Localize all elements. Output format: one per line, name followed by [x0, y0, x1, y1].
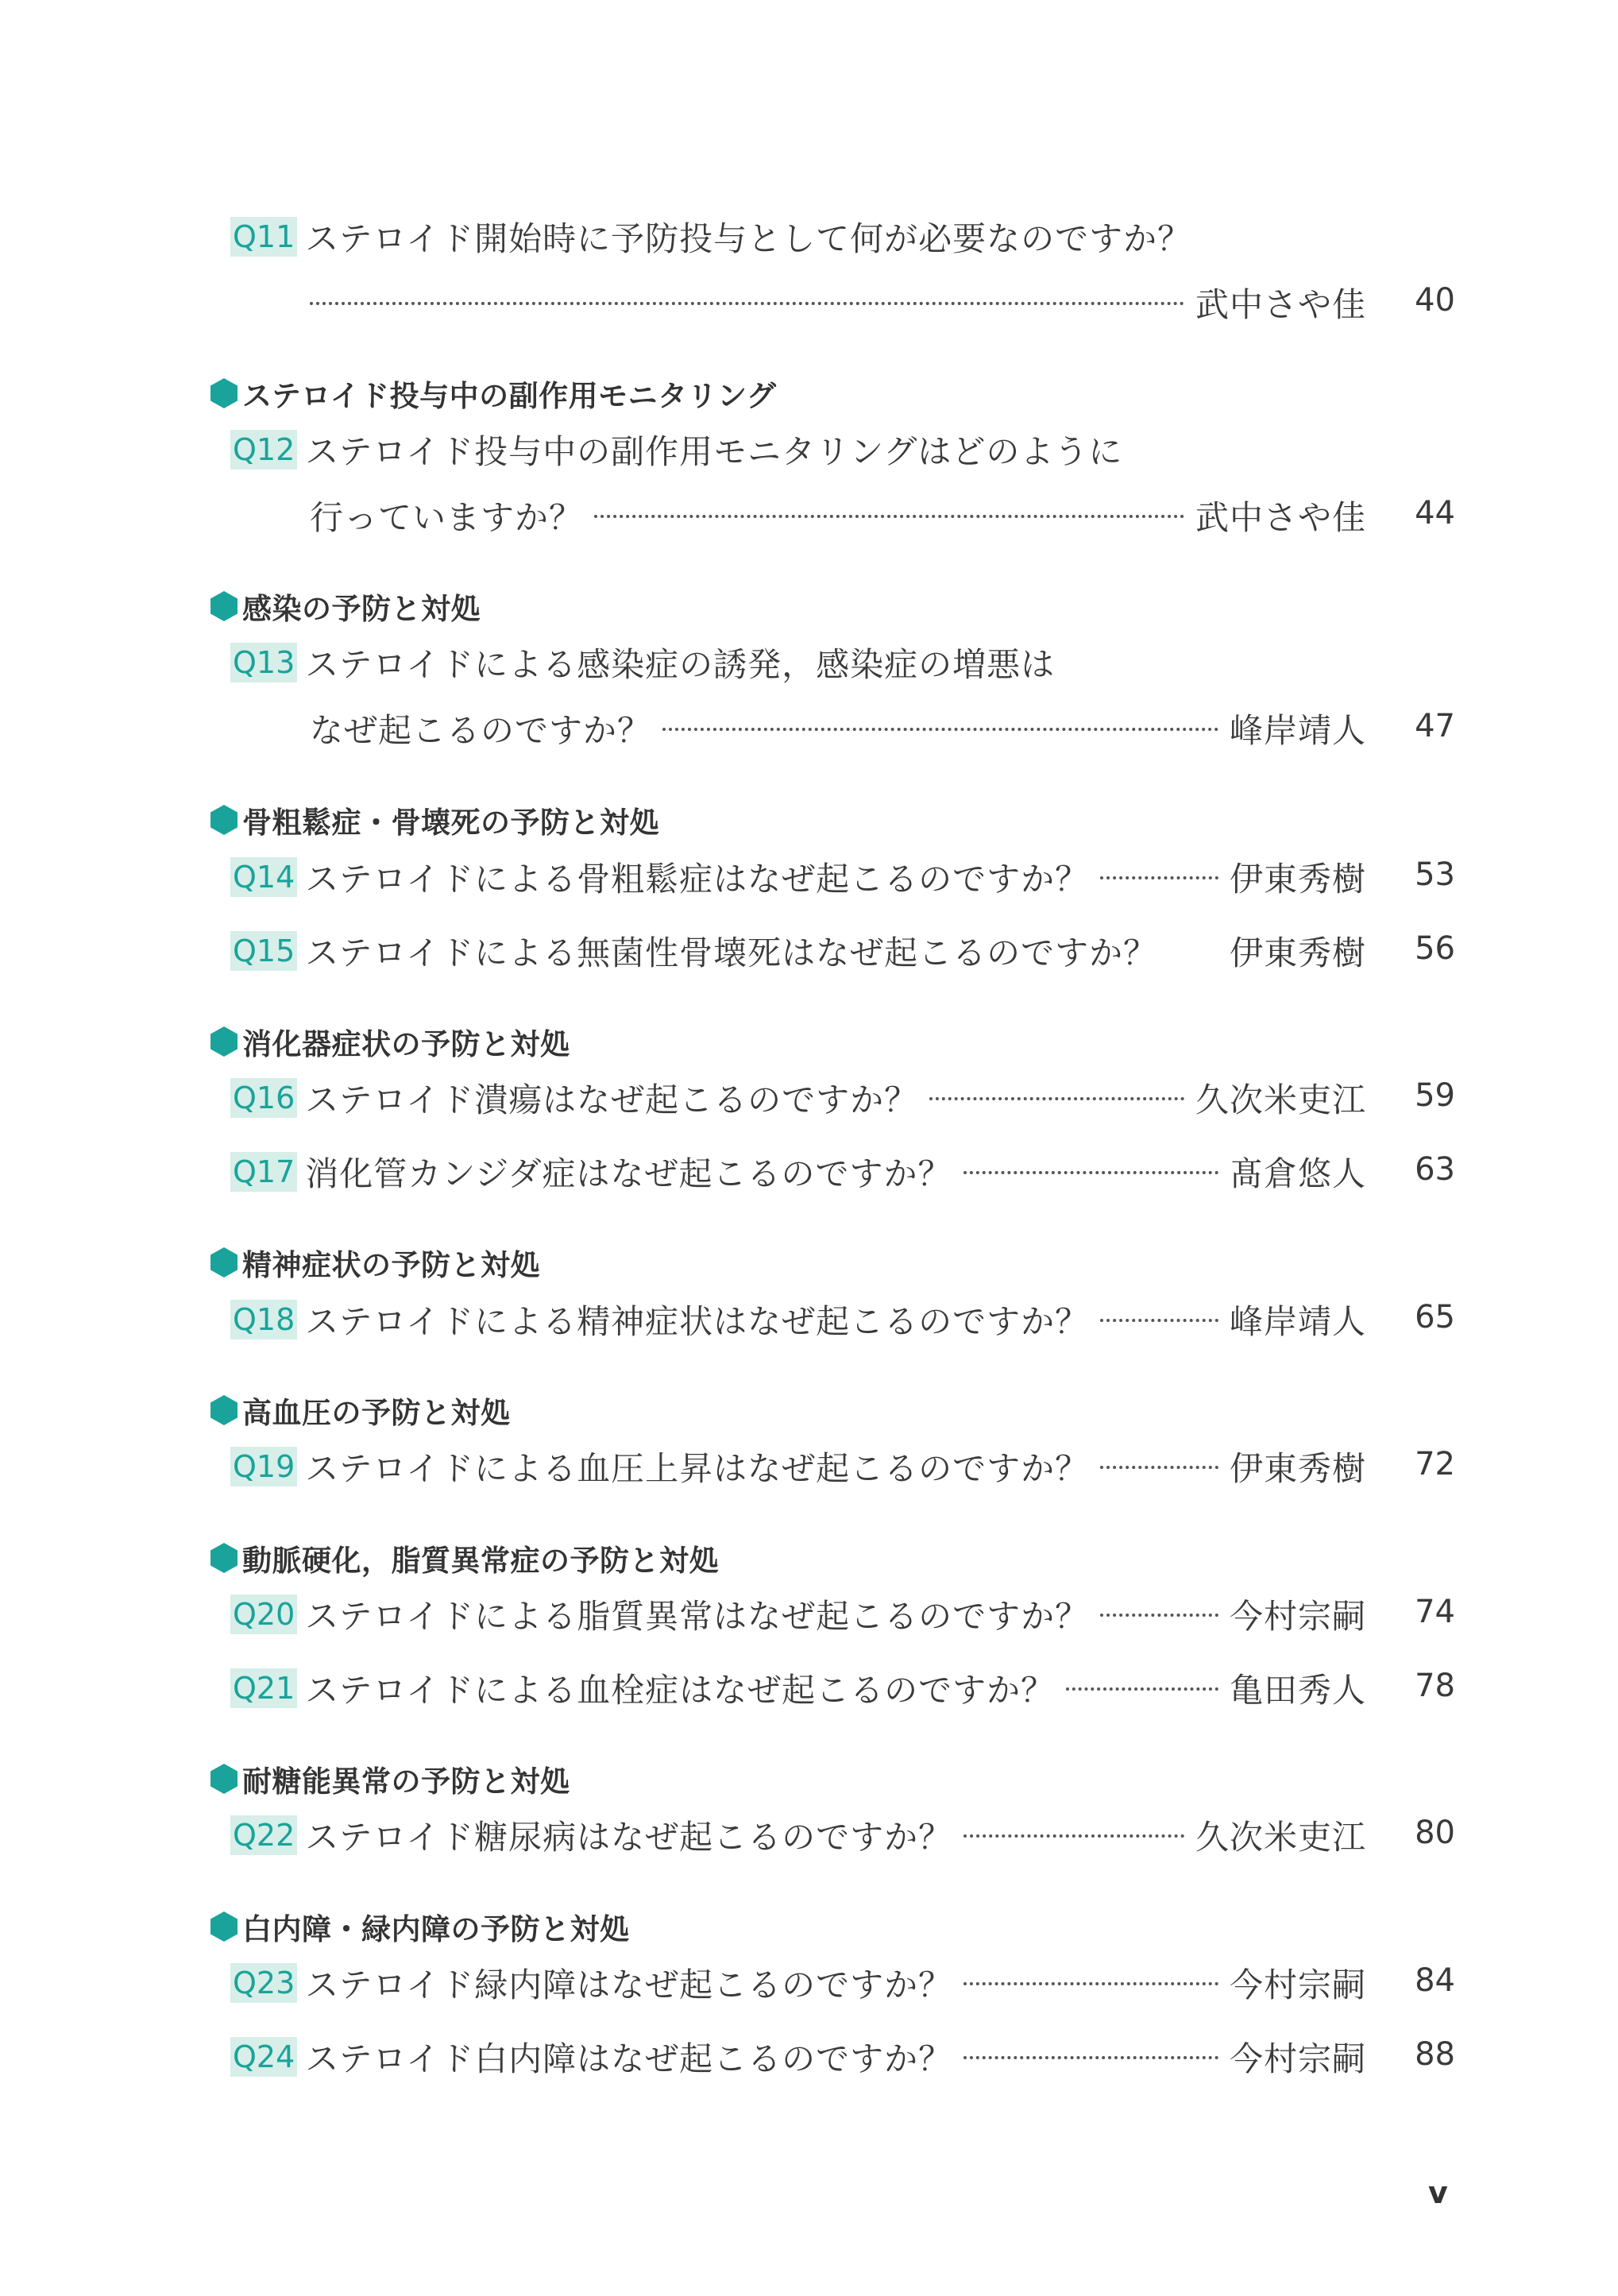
question-number: Q24	[230, 2037, 297, 2077]
dot-leader	[963, 2056, 1218, 2059]
hexagon-bullet-icon	[210, 1026, 237, 1057]
author: 峰岸靖人	[1229, 711, 1366, 750]
section-title: 耐糖能異常の予防と対処	[242, 1765, 570, 1799]
page-number: 72	[1415, 1446, 1455, 1482]
question-title: ステロイドによる精神症状はなぜ起こるのですか？	[305, 1302, 1090, 1341]
question-number: Q16	[230, 1078, 297, 1118]
section-heading	[210, 1245, 540, 1280]
page-number: 78	[1415, 1668, 1455, 1704]
hexagon-bullet-icon	[210, 1247, 237, 1277]
question-number: Q13	[230, 643, 297, 682]
toc-entry-q24[interactable]	[230, 2035, 1366, 2079]
page-number: 84	[1415, 1962, 1455, 1999]
dot-leader	[310, 302, 1184, 305]
author: 武中さや佳	[1195, 285, 1366, 324]
page-number: 65	[1415, 1299, 1455, 1335]
question-number: Q23	[230, 1963, 297, 2003]
page-number: 56	[1415, 930, 1455, 967]
toc-entry-q20[interactable]	[230, 1592, 1366, 1637]
hexagon-bullet-icon	[210, 591, 237, 621]
question-title-continued: 行っていますか？	[310, 498, 584, 537]
author: 亀田秀人	[1229, 1671, 1366, 1710]
question-number: Q20	[230, 1594, 297, 1634]
question-title: ステロイド投与中の副作用モニタリングはどのように	[305, 432, 1123, 471]
author: 伊東秀樹	[1229, 860, 1366, 899]
toc-entry-q22[interactable]	[230, 1813, 1366, 1857]
toc-entry-q23[interactable]	[230, 1961, 1366, 2005]
author: 伊東秀樹	[1229, 933, 1366, 972]
author: 峰岸靖人	[1229, 1302, 1366, 1341]
author: 久次米吏江	[1195, 1818, 1366, 1857]
toc-entry-q12-cont	[310, 493, 1366, 538]
dot-leader	[1100, 1466, 1218, 1469]
section-heading	[210, 1393, 511, 1428]
hexagon-bullet-icon	[210, 805, 237, 835]
page-number: 74	[1415, 1594, 1455, 1630]
page-number: 44	[1415, 495, 1455, 531]
question-title: ステロイド潰瘍はなぜ起こるのですか？	[305, 1080, 919, 1119]
toc-entry-q11-leader	[310, 280, 1366, 325]
question-number: Q14	[230, 857, 297, 897]
toc-entry-q12[interactable]	[230, 427, 1122, 472]
question-title: ステロイド白内障はなぜ起こるのですか？	[305, 2039, 953, 2078]
section-heading	[210, 589, 481, 624]
author: 今村宗嗣	[1229, 1966, 1366, 2004]
question-number: Q12	[230, 430, 297, 470]
section-title: 感染の予防と対処	[242, 592, 481, 626]
author: 武中さや佳	[1195, 498, 1366, 537]
hexagon-bullet-icon	[210, 1911, 237, 1942]
page-number: 53	[1415, 856, 1455, 893]
toc-entry-q14[interactable]	[230, 855, 1366, 899]
author: 今村宗嗣	[1229, 1597, 1366, 1636]
section-title: 白内障・緑内障の予防と対処	[242, 1912, 630, 1946]
dot-leader	[1100, 1319, 1218, 1322]
question-number: Q17	[230, 1152, 297, 1192]
page-number: 40	[1415, 282, 1455, 319]
question-title: ステロイドによる骨粗鬆症はなぜ起こるのですか？	[305, 860, 1090, 899]
author: 今村宗嗣	[1229, 2039, 1366, 2078]
question-title: ステロイドによる脂質異常はなぜ起こるのですか？	[305, 1597, 1090, 1636]
question-title: ステロイド緑内障はなぜ起こるのですか？	[305, 1966, 953, 2004]
question-title: ステロイドによる無菌性骨壊死はなぜ起こるのですか？	[305, 933, 1158, 972]
section-title: 消化器症状の予防と対処	[242, 1027, 570, 1061]
question-title: 消化管カンジダ症はなぜ起こるのですか？	[305, 1154, 952, 1193]
section-title: 高血圧の予防と対処	[242, 1396, 511, 1430]
dot-leader	[1168, 950, 1218, 953]
section-heading	[210, 1024, 570, 1059]
dot-leader	[963, 1834, 1184, 1838]
author: 髙倉悠人	[1229, 1154, 1366, 1193]
hexagon-bullet-icon	[210, 1543, 237, 1573]
section-title: 精神症状の予防と対処	[242, 1248, 540, 1282]
toc-entry-q19[interactable]	[230, 1444, 1366, 1489]
author: 久次米吏江	[1195, 1080, 1366, 1119]
question-title: ステロイド開始時に予防投与として何が必要なのですか？	[305, 219, 1192, 258]
section-heading	[210, 1540, 719, 1578]
page-number: 47	[1415, 708, 1455, 744]
page-number: 80	[1415, 1815, 1455, 1851]
toc-entry-q11[interactable]	[230, 215, 1191, 259]
question-title: ステロイドによる血圧上昇はなぜ起こるのですか？	[305, 1449, 1090, 1488]
section-title: 動脈硬化，脂質異常症の予防と対処	[242, 1544, 719, 1578]
section-heading	[210, 1909, 630, 1944]
question-title: ステロイド糖尿病はなぜ起こるのですか？	[305, 1818, 953, 1857]
section-title: ステロイド投与中の副作用モニタリング	[242, 379, 777, 413]
toc-entry-q13[interactable]	[230, 640, 1055, 685]
dot-leader	[929, 1097, 1184, 1100]
section-heading	[210, 802, 659, 840]
question-number: Q11	[230, 217, 297, 257]
page-number: 59	[1415, 1077, 1455, 1114]
dot-leader	[1066, 1687, 1218, 1691]
toc-entry-q13-cont	[310, 706, 1366, 751]
question-title-continued: なぜ起こるのですか？	[310, 711, 652, 750]
toc-entry-q21[interactable]	[230, 1666, 1366, 1710]
question-title: ステロイドによる血栓症はなぜ起こるのですか？	[305, 1671, 1056, 1710]
question-number: Q22	[230, 1815, 297, 1855]
question-number: Q21	[230, 1668, 297, 1708]
dot-leader	[662, 728, 1218, 731]
hexagon-bullet-icon	[210, 1395, 237, 1425]
section-title: 骨粗鬆症・骨壊死の予防と対処	[242, 806, 659, 840]
toc-entry-q18[interactable]	[230, 1297, 1366, 1342]
hexagon-bullet-icon	[210, 1764, 237, 1794]
toc-entry-q15[interactable]	[230, 929, 1366, 973]
dot-leader	[963, 1982, 1218, 1985]
toc-entry-q16[interactable]	[230, 1076, 1366, 1120]
dot-leader	[1100, 876, 1218, 879]
question-number: Q18	[230, 1300, 297, 1339]
author: 伊東秀樹	[1229, 1449, 1366, 1488]
question-number: Q15	[230, 931, 297, 971]
question-title: ステロイドによる感染症の誘発，感染症の増悪は	[305, 645, 1056, 684]
dot-leader	[963, 1171, 1218, 1174]
hexagon-bullet-icon	[210, 378, 237, 408]
toc-entry-q17[interactable]	[230, 1150, 1366, 1194]
section-heading	[210, 376, 776, 411]
dot-leader	[1100, 1614, 1218, 1617]
dot-leader	[594, 515, 1184, 518]
section-heading	[210, 1761, 570, 1799]
page-number: 63	[1415, 1151, 1455, 1188]
page-folio: v	[1428, 2175, 1448, 2210]
question-number: Q19	[230, 1447, 297, 1486]
page-number: 88	[1415, 2036, 1455, 2073]
